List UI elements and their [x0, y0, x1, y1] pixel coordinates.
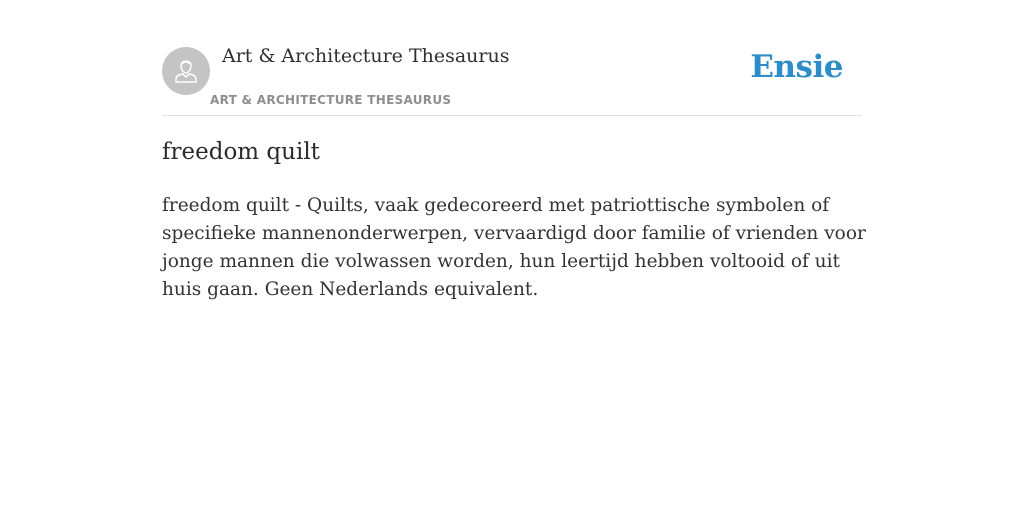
author-subtitle: ART & ARCHITECTURE THESAURUS: [210, 93, 452, 107]
user-silhouette-icon: [171, 54, 201, 88]
entry-definition: freedom quilt - Quilts, vaak gedecoreerd met patriottische symbolen of specifieke mannenonderwerpen, vervaardigd door familie of vrienden voor jonge mannen die volwassen worden, hun leertijd hebben voltooid of uit huis gaan. Geen Nederlands equivalent.: [162, 195, 866, 300]
entry-header: [162, 0, 862, 116]
entry-title: freedom quilt: [162, 139, 320, 165]
page-container: [162, 0, 866, 300]
author-name-link[interactable]: Art & Architecture Thesaurus: [222, 45, 510, 67]
author-avatar[interactable]: [162, 47, 210, 95]
brand-logo-link[interactable]: Ensie: [750, 49, 843, 85]
